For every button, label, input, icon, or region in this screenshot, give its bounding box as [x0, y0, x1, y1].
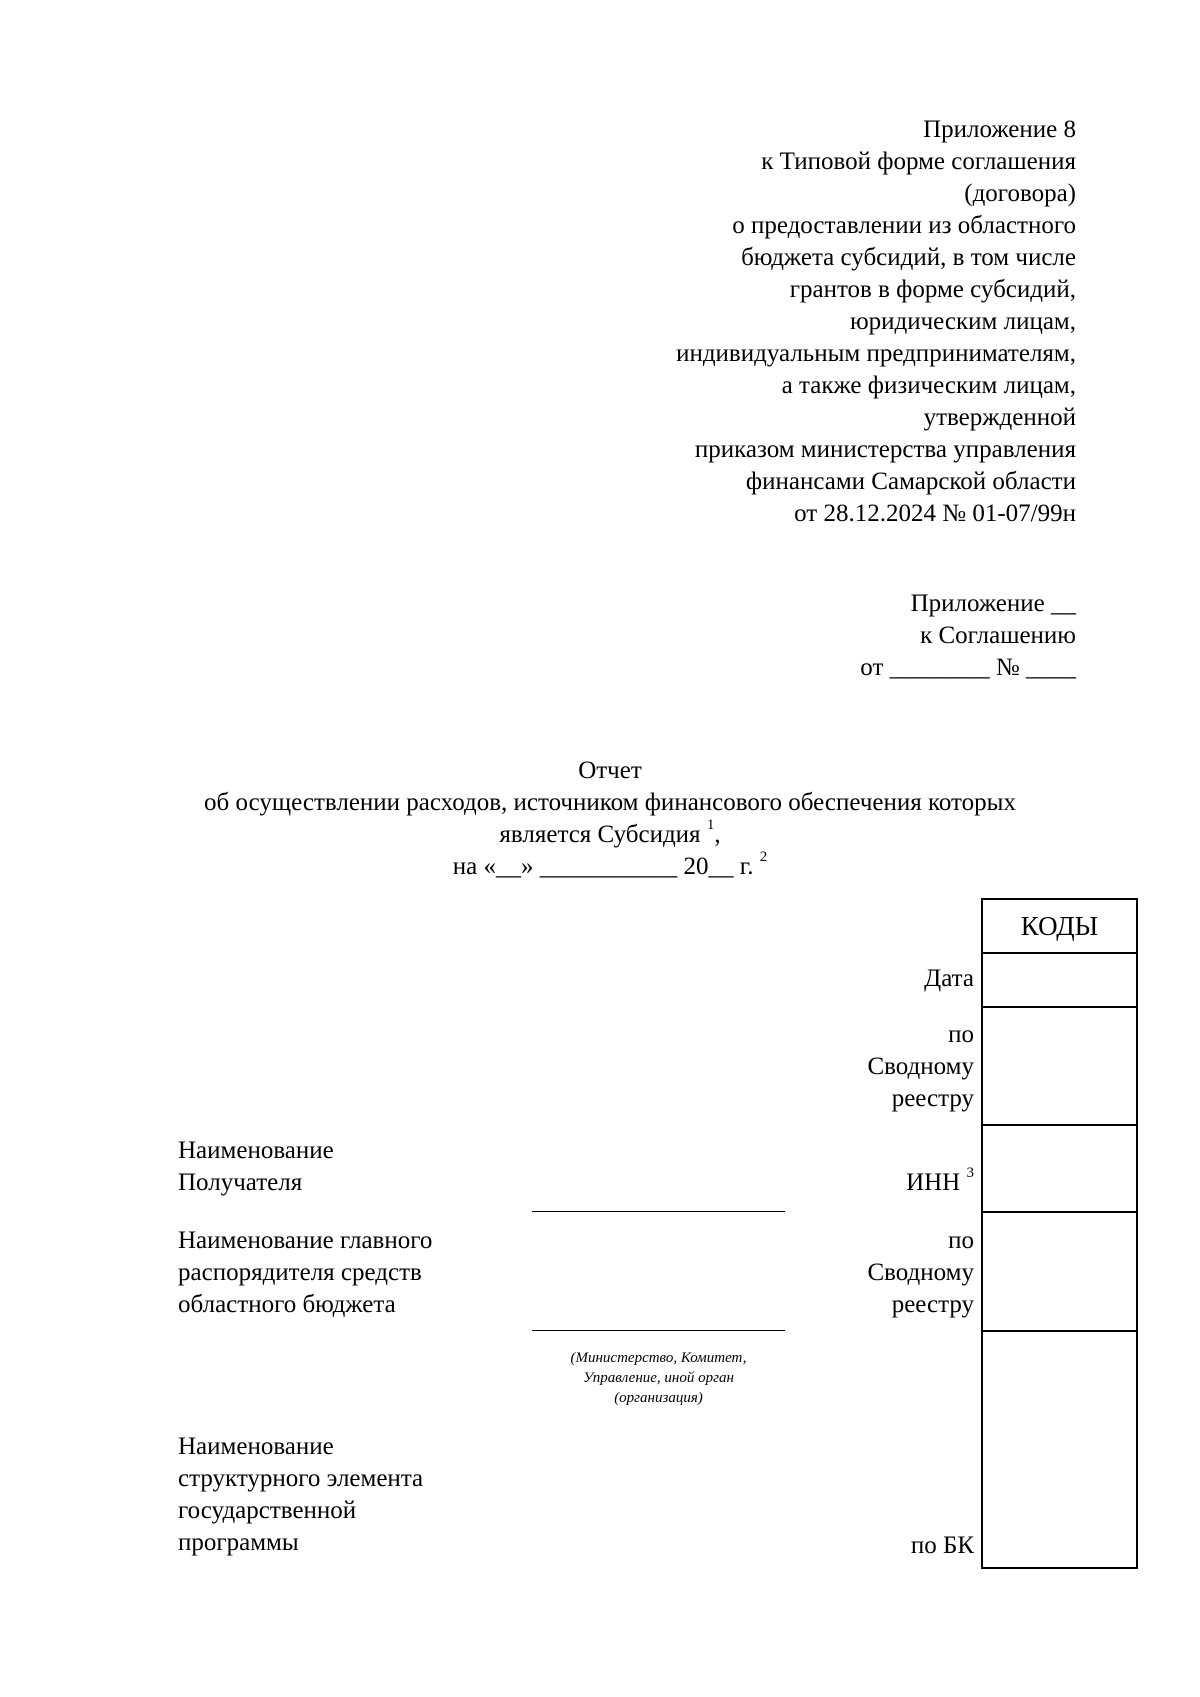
main-manager-label: Наименование главного распорядителя средств областного бюджета — [178, 1227, 433, 1318]
codes-header-cell: КОДЫ — [981, 898, 1138, 954]
approval-line: от 28.12.2024 № 01-07/99н — [794, 500, 1076, 527]
main-manager-name-line — [532, 1330, 785, 1331]
registry-label: по Сводному реестру — [867, 1021, 974, 1112]
bk-label: по БК — [910, 1532, 974, 1559]
date-label: Дата — [924, 965, 974, 992]
approval-line: (договора) — [964, 180, 1076, 207]
agreement-attachment — [626, 588, 1076, 684]
approval-line: индивидуальным предпринимателям, — [676, 340, 1076, 367]
manager-registry-label: по Сводному реестру — [867, 1227, 974, 1318]
title-date-line: на «__» ___________ 20__ г. $^2$ — [452, 848, 768, 880]
footnote-marker: 3 — [966, 1164, 974, 1181]
attachment-to-agreement: к Соглашению — [920, 622, 1076, 649]
title-line: является Субсидия $^1$, — [499, 816, 721, 848]
report-title — [150, 755, 1070, 883]
recipient-label: Наименование Получателя — [178, 1137, 334, 1196]
attachment-number: Приложение __ — [910, 590, 1076, 617]
manager-note: (Министерство, Комитет, Управление, иной орган (организация) — [570, 1350, 747, 1406]
title-line: Отчет — [578, 757, 642, 784]
approval-block — [476, 114, 1076, 530]
approval-line: а также физическим лицам, — [781, 372, 1076, 399]
approval-line: грантов в форме субсидий, — [789, 276, 1076, 303]
title-line: об осуществлении расходов, источником финансового обеспечения которых — [204, 789, 1016, 816]
footnote-marker: 1 — [706, 816, 715, 833]
manager-registry-code-cell — [981, 1211, 1138, 1332]
approval-line: Приложение 8 — [923, 116, 1076, 143]
recipient-name-line — [532, 1211, 785, 1212]
approval-line: утвержденной — [923, 404, 1076, 431]
approval-line: к Типовой форме соглашения — [761, 148, 1076, 175]
approval-line: юридическим лицам, — [849, 308, 1076, 335]
bk-code-cell — [981, 1330, 1138, 1569]
inn-code-cell — [981, 1124, 1138, 1213]
inn-label: ИНН $^3$ — [906, 1164, 974, 1196]
approval-line: о предоставлении из областного — [732, 212, 1076, 239]
date-code-cell — [981, 952, 1138, 1008]
approval-line: приказом министерства управления — [694, 436, 1076, 463]
approval-line: финансами Самарской области — [745, 468, 1076, 495]
registry-code-cell — [981, 1006, 1138, 1126]
approval-line: бюджета субсидий, в том числе — [741, 244, 1076, 271]
attachment-date-number: от ________ № ____ — [860, 654, 1076, 681]
footnote-marker: 2 — [759, 848, 768, 865]
program-element-label: Наименование структурного элемента государственной программы — [178, 1433, 424, 1556]
